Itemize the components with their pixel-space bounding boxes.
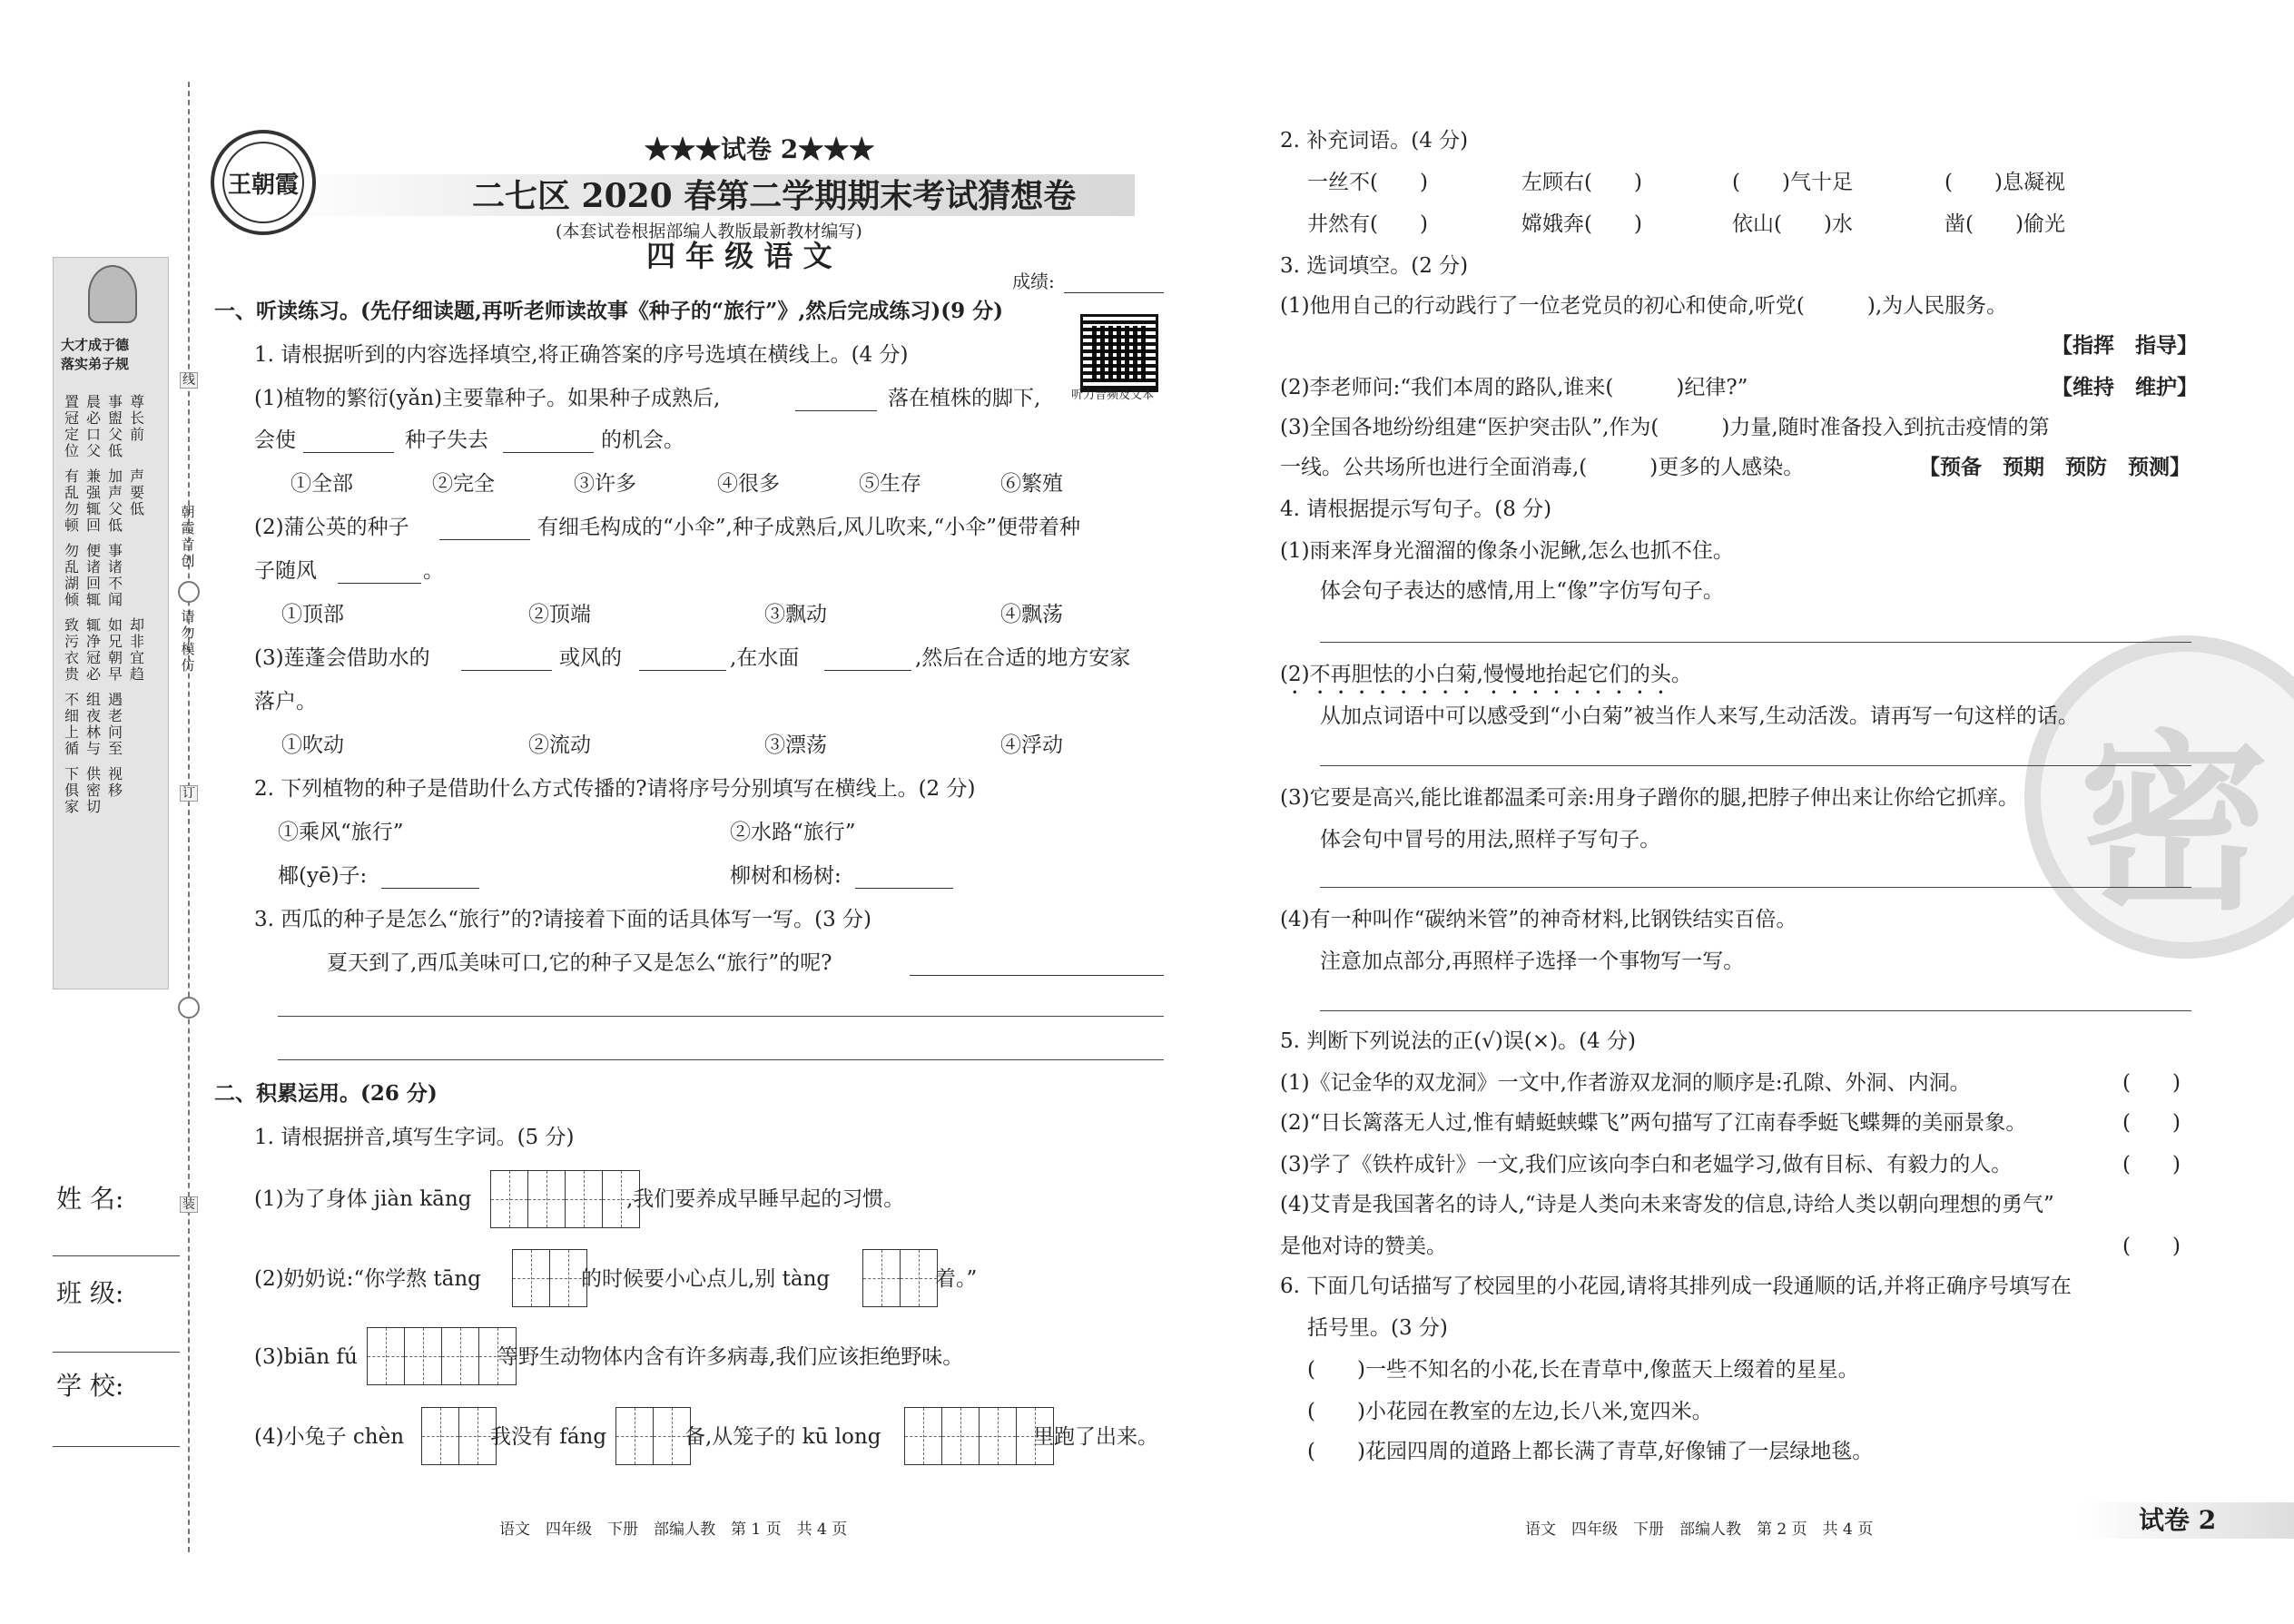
q1-3-text: (3)莲蓬会借助水的 [254,646,430,670]
corner-tag: 试卷 2 [2139,1505,2217,1535]
order-item[interactable]: ( )花园四周的道路上都长满了青草,好像铺了一层绿地毯。 [1307,1440,1874,1463]
r-q4-4-hint: 注意加点部分,再照样子选择一个事物写一写。 [1320,950,1745,973]
right-footer: 语文 四年级 下册 部编人教 第 2 页 共 4 页 [1525,1521,1874,1539]
binding-hole-icon [178,997,200,1019]
r-q6-stem: 6. 下面几句话描写了校园里的小花园,请将其排列成一段通顺的话,并将正确序号填写在 [1280,1275,2072,1298]
motto-col: 事盥父低 [108,393,123,459]
publisher-logo [211,130,316,235]
q1-2-option: ②顶端 [528,603,591,626]
motto-col: 供密切 [86,765,102,815]
order-item[interactable]: ( )小花园在教室的左边,长八米,宽四米。 [1307,1400,1713,1423]
q3-prompt: 夏天到了,西瓜美味可口,它的种子又是怎么“旅行”的呢? [327,951,832,975]
idiom-item: ( )气十足 [1732,171,1853,194]
binding-label-ding: 订 [180,785,198,802]
q1-1-option: ④很多 [717,472,780,496]
q1-2-text: 子随风 [254,559,317,583]
q1-3-blank-1[interactable] [461,648,552,671]
idiom-item: 一丝不( ) [1307,171,1428,194]
s2q1-stem: 1. 请根据拼音,填写生字词。(5 分) [254,1126,575,1149]
q1-1-option: ⑥繁殖 [1000,472,1063,496]
r-q5-stem: 5. 判断下列说法的正(√)误(×)。(4 分) [1280,1029,1636,1053]
s2q1-4-text: 备,从笼子的 kū long [684,1425,881,1449]
motto-col: 晨必口父 [86,393,102,459]
r-q3-3: 一线。公共场所也进行全面消毒,( )更多的人感染。 [1280,456,1805,479]
subject-title: 四 年 级 语 文 [646,239,832,273]
q3-answer-line[interactable] [278,1015,1164,1017]
q1-1-text: 落在植株的脚下, [888,387,1041,410]
binding-line [188,82,190,1552]
r-q4-2: (2)不再胆怯的小白菊,慢慢地抬起它们的头。 [1280,663,1692,686]
q2-option: ②水路“旅行” [730,821,856,844]
q2-stem: 2. 下列植物的种子是借助什么方式传播的?请将序号分别填写在横线上。(2 分) [254,777,976,801]
motto-col: 便诸回辄 [86,542,102,608]
q1-2-text: (2)蒲公英的种子 [254,516,409,539]
q1-1-text: 的机会。 [601,428,684,452]
q2-willow-blank[interactable] [855,866,953,889]
motto-col: 组夜林与 [86,691,102,757]
q1-1-option: ②完全 [432,472,495,496]
judge-item: (2)“日长篱落无人过,惟有蜻蜓蛱蝶飞”两句描写了江南春季蜓飞蝶舞的美丽景象。 [1280,1111,2027,1135]
motto-col: 遇老问至 [108,691,123,757]
judge-item: (3)学了《铁杵成针》一文,我们应该向李白和老媪学习,做有目标、有毅力的人。 [1280,1153,2013,1176]
s2q1-3-text: 等野生动物体内含有许多病毒,我们应该拒绝野味。 [497,1345,964,1369]
motto-col: 有乱勿顿 [64,468,80,534]
q1-3-text: ,然后在合适的地方安家 [915,646,1131,670]
char-grid[interactable] [490,1170,640,1228]
r-q3-1: (1)他用自己的行动践行了一位老党员的初心和使命,听党( ),为人民服务。 [1280,294,2008,318]
r-q2-stem: 2. 补充词语。(4 分) [1280,129,1469,153]
q1-2-option: ①顶部 [281,603,344,626]
r-q4-1: (1)雨来浑身光溜溜的像条小泥鳅,怎么也抓不住。 [1280,539,1734,563]
motto-col: 却非宜趋 [130,616,145,683]
q1-stem: 1. 请根据听到的内容选择填空,将正确答案的序号选填在横线上。(4 分) [254,343,909,367]
char-grid[interactable] [904,1407,1054,1465]
q1-2-blank-1[interactable] [439,517,530,540]
q1-1-option: ③许多 [574,472,636,496]
judge-paren[interactable]: ( ) [2122,1153,2181,1176]
q1-3-blank-2[interactable] [639,648,726,671]
q1-3-option: ①吹动 [281,733,344,757]
motto-bottom: 落实弟子规 [61,356,130,372]
r-q4-4: (4)有一种叫作“碳纳米管”的神奇材料,比钢铁结实百倍。 [1280,908,1797,931]
logo-text: 王朝霞 [222,142,304,223]
q1-1-blank-1[interactable] [795,389,877,411]
char-grid[interactable] [367,1327,517,1385]
q1-3-blank-3[interactable] [824,648,911,671]
s2q1-1-text: (1)为了身体 jiàn kāng [254,1187,472,1211]
char-grid[interactable] [862,1249,938,1307]
s2q1-4-text: 我没有 fáng [490,1425,607,1449]
q1-1-text: (1)植物的繁衍(yǎn)主要靠种子。如果种子成熟后, [254,387,721,410]
school-field[interactable] [53,1445,180,1447]
q1-2-option: ④飘荡 [1000,603,1063,626]
score-label: 成绩: [1012,271,1055,292]
q1-3-text: ,在水面 [730,646,800,670]
q1-1-blank-2[interactable] [303,430,394,453]
motto-col: 加声父低 [108,468,123,534]
judge-paren[interactable]: ( ) [2122,1111,2181,1135]
judge-paren[interactable]: ( ) [2122,1235,2181,1258]
s2q1-4-text: (4)小兔子 chèn [254,1425,405,1449]
r-q4-stem: 4. 请根据提示写句子。(8 分) [1280,497,1552,521]
char-grid[interactable] [421,1407,497,1465]
motto-col: 下俱家 [64,765,80,815]
motto-col: 如兄朝早 [108,616,123,683]
idiom-item: ( )息凝视 [1944,171,2065,194]
q1-2-text: 有细毛构成的“小伞”,种子成熟后,风儿吹来,“小伞”便带着种 [537,516,1080,539]
motto-col: 勿乱湖倾 [64,542,80,608]
r-q4-3-answer-line[interactable] [1320,886,2191,888]
q1-1-option: ⑤生存 [859,472,921,496]
q1-1-text: 种子失去 [405,428,488,452]
idiom-item: 井然有( ) [1307,212,1428,236]
s2q1-2-text: (2)奶奶说:“你学熬 tāng [254,1267,481,1291]
judge-paren[interactable]: ( ) [2122,1071,2181,1095]
binding-label-no-copy: 请勿模仿 [181,608,195,674]
score-field[interactable] [1064,271,1164,293]
motto-top: 大才成于德 [61,337,130,353]
r-q3-1-options: 【指挥 指导】 [2052,333,2198,358]
r-q4-2-hint: 从加点词语中可以感受到“小白菊”被当作人来写,生动活泼。请再写一句这样的话。 [1320,704,2079,728]
binding-label-zhuang: 装 [180,1196,198,1213]
section1-title: 一、听读练习。(先仔细读题,再听老师读故事《种子的“旅行”》,然后完成练习)(9 分) [214,299,1004,323]
motto-col: 事诸不闻 [108,542,123,608]
r-q4-3: (3)它要是高兴,能比谁都温柔可亲:用身子蹭你的腿,把脖子伸出来让你给它抓痒。 [1280,786,2019,810]
qr-caption: 听力音频及文本 [1071,389,1155,402]
r-q3-3-options: 【预备 预期 预防 预测】 [1919,455,2191,479]
class-field[interactable] [53,1351,180,1353]
q2-willow-label: 柳树和杨树: [730,864,842,888]
name-label: 姓 名: [56,1184,124,1214]
motto-col: 置冠定位 [64,393,80,459]
q3-stem: 3. 西瓜的种子是怎么“旅行”的?请接着下面的话具体写一写。(3 分) [254,908,871,931]
judge-item: (1)《记金华的双龙洞》一文中,作者游双龙洞的顺序是:孔隙、外洞、内洞。 [1280,1071,1971,1095]
binding-label-xian: 线 [180,372,198,389]
q1-3-option: ③漂荡 [764,733,827,757]
left-footer: 语文 四年级 下册 部编人教 第 1 页 共 4 页 [499,1521,848,1539]
r-q3-stem: 3. 选词填空。(2 分) [1280,254,1469,278]
r-q6-stem: 括号里。(3 分) [1307,1316,1448,1340]
q3-answer-line[interactable] [910,953,1164,976]
class-label: 班 级: [56,1278,124,1308]
binding-label-zhaoxia: 朝霞首创 [181,504,195,569]
idiom-item: 左顾右( ) [1521,171,1642,194]
paper-number: ★★★试卷 2★★★ [645,134,875,164]
r-q4-1-answer-line[interactable] [1320,641,2191,643]
q1-2-blank-2[interactable] [338,561,421,584]
q2-option: ①乘风“旅行” [278,821,404,844]
motto-col: 尊长前 [130,393,145,443]
r-q4-2-answer-line[interactable] [1320,764,2191,766]
motto-col: 兼强辄回 [86,468,102,534]
idiom-item: 凿( )偷光 [1944,212,2065,236]
s2q1-3-text: (3)biān fú [254,1345,358,1369]
motto-col: 辄净冠必 [86,616,102,683]
scholar-figure-icon [88,265,137,323]
motto-sidebar [53,257,169,989]
r-q4-1-hint: 体会句子表达的感情,用上“像”字仿写句子。 [1320,579,1724,603]
motto-col: 视移 [108,765,123,799]
s2q1-1-text: ,我们要养成早睡早起的习惯。 [626,1187,905,1211]
s2q1-4-text: 里跑了出来。 [1033,1425,1158,1449]
motto-col: 不细上循 [64,691,80,757]
q1-1-option: ①全部 [290,472,353,496]
q1-1-blank-3[interactable] [503,430,594,453]
binding-hole-icon [178,581,200,603]
char-grid[interactable] [615,1407,691,1465]
idiom-item: 嫦娥奔( ) [1521,212,1642,236]
s2q1-2-text: 着。” [935,1267,978,1291]
q3-answer-line[interactable] [278,1058,1164,1060]
q1-3-text: 落户。 [254,690,317,714]
q2-coconut-blank[interactable] [381,866,479,889]
r-q3-2-options: 【维持 维护】 [2052,375,2198,399]
r-q4-4-answer-line[interactable] [1320,1009,2191,1011]
s2q1-2-text: 的时候要小心点儿,别 tàng [581,1267,831,1291]
judge-item: 是他对诗的赞美。 [1280,1235,1447,1258]
r-q3-3: (3)全国各地纷纷组建“医护突击队”,作为( )力量,随时准备投入到抗击疫情的第 [1280,416,2050,439]
r-q3-2: (2)李老师问:“我们本周的路队,谁来( )纪律?” [1280,376,1748,399]
secret-seal-char: 密 [2079,712,2270,936]
q1-2-option: ③飘动 [764,603,827,626]
school-label: 学 校: [56,1371,124,1401]
section2-title: 二、积累运用。(26 分) [214,1081,438,1106]
q1-3-text: 或风的 [559,646,622,670]
motto-col: 声要低 [130,468,145,517]
order-item[interactable]: ( )一些不知名的小花,长在青草中,像蓝天上缀着的星星。 [1307,1358,1859,1382]
qr-code-icon[interactable] [1080,314,1158,392]
r-q4-3-hint: 体会句中冒号的用法,照样子写句子。 [1320,828,1661,851]
q1-2-text: 。 [423,559,444,583]
motto-col: 致污衣贵 [64,616,80,683]
q1-1-text: 会使 [254,428,296,452]
q2-coconut-label: 椰(yē)子: [278,864,368,888]
page-title: 二七区 2020 春第二学期期末考试猜想卷 [472,177,1077,215]
char-grid[interactable] [512,1249,587,1307]
q1-3-option: ④浮动 [1000,733,1063,757]
judge-item: (4)艾青是我国著名的诗人,“诗是人类向未来寄发的信息,诗给人类以朝向理想的勇气” [1280,1193,2054,1216]
page-subtitle: (本套试卷根据部编人教版最新教材编写) [556,221,862,241]
name-field[interactable] [53,1255,180,1256]
idiom-item: 依山( )水 [1732,212,1853,236]
q1-3-option: ②流动 [528,733,591,757]
